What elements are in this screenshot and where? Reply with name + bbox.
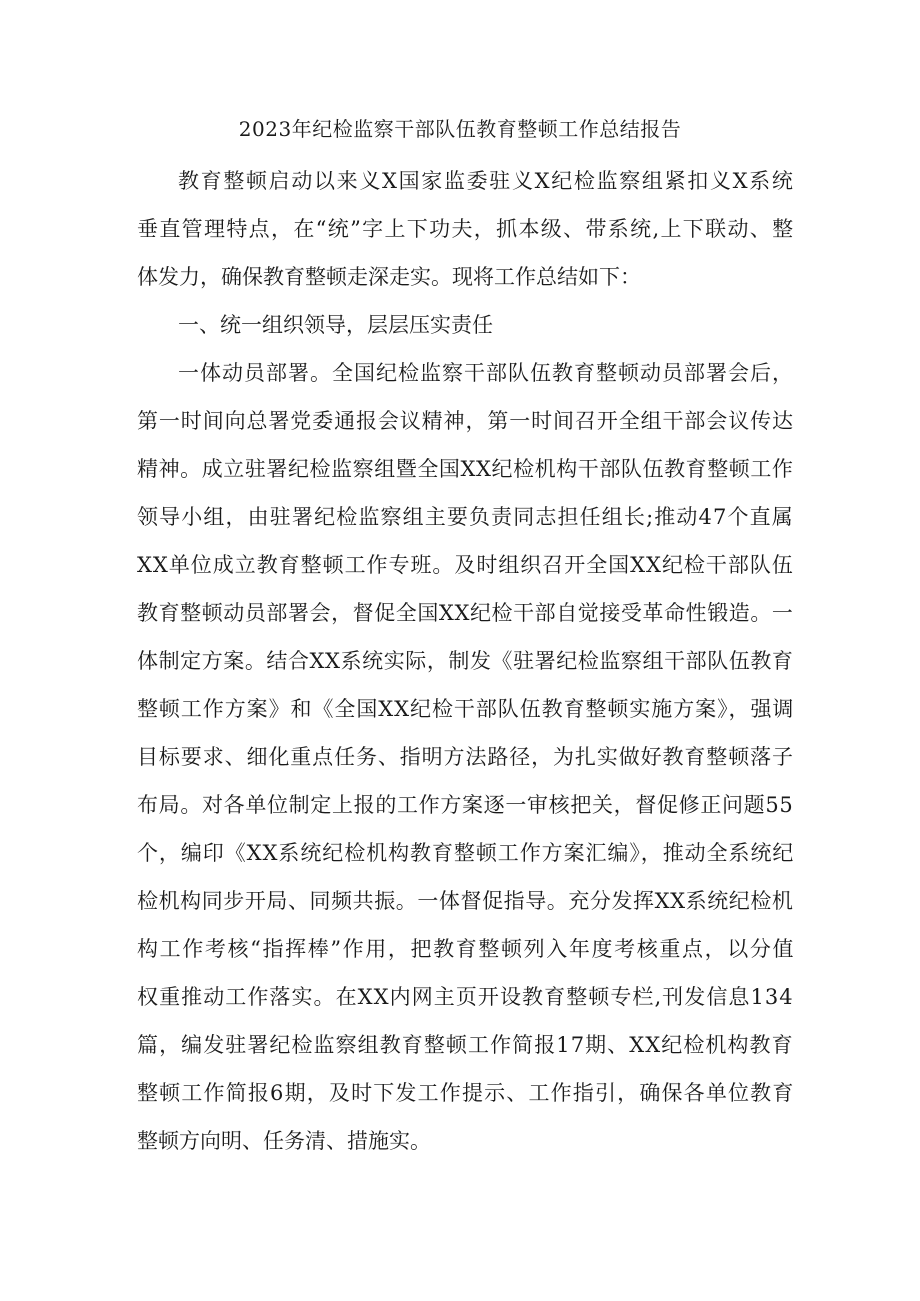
paragraph-line: 教育整顿动员部署会，督促全国XX纪检干部自觉接受革命性锻造。一 <box>137 601 794 625</box>
paragraph-line: 构工作考核“指挥棒”作用，把教育整顿列入年度考核重点，以分值 <box>137 937 796 961</box>
paragraph-line: XX单位成立教育整顿工作专班。及时组织召开全国XX纪检干部队伍 <box>137 553 794 577</box>
paragraph-line: 整顿工作简报6期，及时下发工作提示、工作指引，确保各单位教育 <box>137 1081 795 1105</box>
paragraph-line: 篇，编发驻署纪检监察组教育整顿工作简报17期、XX纪检机构教育 <box>137 1033 794 1057</box>
paragraph-line: 布局。对各单位制定上报的工作方案逐一审核把关，督促修正问题55 <box>137 793 794 817</box>
paragraph-line: 精神。成立驻署纪检监察组暨全国XX纪检机构干部队伍教育整顿工作 <box>137 457 794 481</box>
paragraph-line: 一体动员部署。全国纪检监察干部队伍教育整顿动员部署会后， <box>178 361 794 385</box>
intro-line: 教育整顿启动以来义X国家监委驻义X纪检监察组紧扣义X系统 <box>178 169 795 193</box>
section-heading: 一、统一组织领导，层层压实责任 <box>178 313 493 337</box>
paragraph-line: 目标要求、细化重点任务、指明方法路径，为扎实做好教育整顿落子 <box>137 745 794 769</box>
paragraph-line: 整顿方向明、任务清、措施实。 <box>137 1129 431 1153</box>
document-title: 2023年纪检监察干部队伍教育整顿工作总结报告 <box>238 117 682 141</box>
paragraph-line: 体制定方案。结合XX系统实际，制发《驻署纪检监察组干部队伍教育 <box>137 649 794 673</box>
intro-line: 垂直管理特点，在“统”字上下功夫，抓本级、带系统,上下联动、整 <box>137 217 795 241</box>
intro-line: 体发力，确保教育整顿走深走实。现将工作总结如下： <box>137 265 641 289</box>
paragraph-line: 整顿工作方案》和《全国XX纪检干部队伍教育整顿实施方案》，强调 <box>137 697 795 721</box>
paragraph-line: 检机构同步开局、同频共振。一体督促指导。充分发挥XX系统纪检机 <box>137 889 794 913</box>
paragraph-line: 个，编印《XX系统纪检机构教育整顿工作方案汇编》，推动全系统纪 <box>137 841 795 865</box>
paragraph-line: 权重推动工作落实。在XX内网主页开设教育整顿专栏,刊发信息134 <box>137 985 794 1009</box>
paragraph-line: 领导小组，由驻署纪检监察组主要负责同志担任组长;推动47个直属 <box>137 505 794 529</box>
paragraph-line: 第一时间向总署党委通报会议精神，第一时间召开全组干部会议传达 <box>137 409 794 433</box>
